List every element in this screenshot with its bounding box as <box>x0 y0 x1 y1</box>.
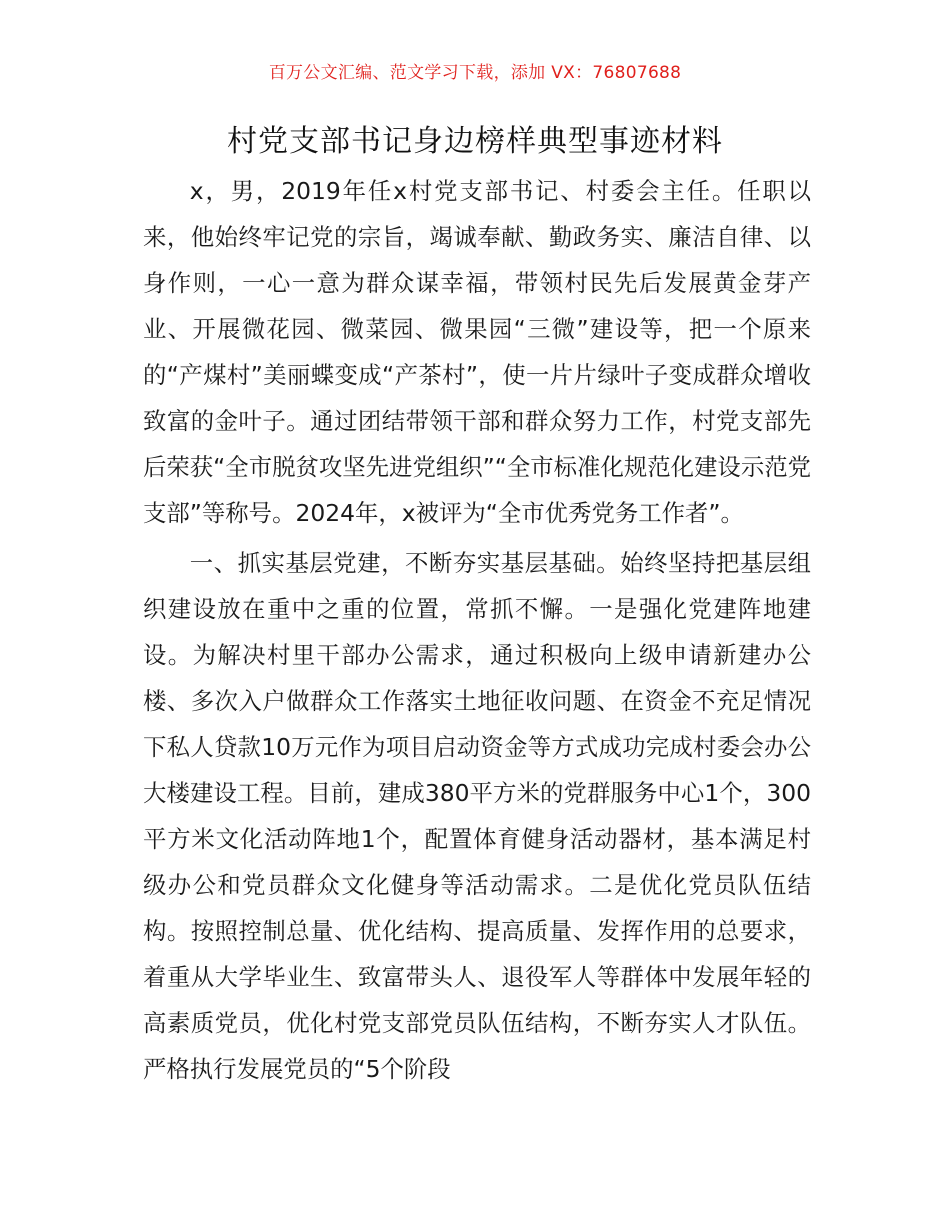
document-title: 村党支部书记身边榜样典型事迹材料 <box>227 124 723 159</box>
paragraph-section-one: 一、抓实基层党建，不断夯实基层基础。始终坚持把基层组织建设放在重中之重的位置，常抓不懈。一是强化党建阵地建设。为解决村里干部办公需求，通过积极向上级申请新建办公楼、多次入户做群众工作落实土地征收问题、在资金不充足情况下私人贷款10万元作为项目启动资金等方式成功完成村委会办公大楼建设工程。目前，建成380平方米的党群服务中心1个，300平方米文化活动阵地1个，配置体育健身活动器材，基本满足村级办公和党员群众文化健身等活动需求。二是优化党员队伍结构。按照控制总量、优化结构、提高质量、发挥作用的总要求，着重从大学毕业生、致富带头人、退役军人等群体中发展年轻的高素质党员，优化村党支部党员队伍结构，不断夯实人才队伍。严格执行发展党员的“5个阶段 <box>143 549 811 1083</box>
document-body <box>143 168 811 1092</box>
paragraph-intro: x，男，2019年任x村党支部书记、村委会主任。任职以来，他始终牢记党的宗旨，竭诚奉献、勤政务实、廉洁自律、以身作则，一心一意为群众谋幸福，带领村民先后发展黄金芽产业、开展微花园、微菜园、微果园“三微”建设等，把一个原来的“产煤村”美丽蝶变成“产茶村”，使一片片绿叶子变成群众增收致富的金叶子。通过团结带领干部和群众努力工作，村党支部先后荣获“全市脱贫攻坚先进党组织”“全市标准化规范化建设示范党支部”等称号。2024年，x被评为“全市优秀党务工作者”。 <box>143 177 811 527</box>
header-promo-note: 百万公文汇编、范文学习下载，添加 VX：76807688 <box>268 63 682 83</box>
